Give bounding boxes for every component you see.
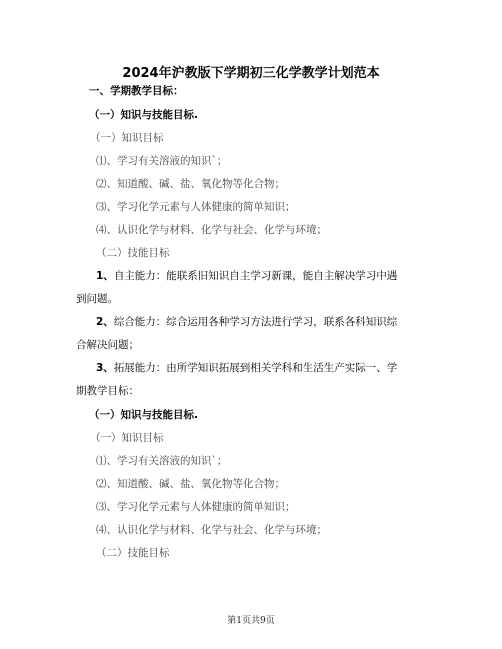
subsection-heading: （一）知识与技能目标. [89, 109, 198, 121]
document-title: 2024年沪教版下学期初三化学教学计划范本 [122, 66, 380, 81]
list-item: ⑵、知道酸、碱、盐、氧化物等化合物； [96, 478, 285, 490]
paragraph-text: 自主能力：能联系旧知识自主学习新课，能自主解决学习中遇 [113, 270, 398, 282]
numbered-paragraph [96, 361, 456, 375]
list-item: ⑶、学习化学元素与人体健康的简单知识； [96, 201, 296, 213]
list-item: ⑵、知道酸、碱、盐、氧化物等化合物； [96, 178, 285, 190]
subsection-heading: （一）知识与技能目标. [89, 409, 198, 421]
paragraph-number: 1、 [96, 270, 114, 282]
section-heading: 一、学期教学目标： [89, 85, 184, 97]
paragraph-continuation: 到问题。 [76, 293, 118, 305]
list-item: ⑷、认识化学与材料、化学与社会、化学与环境； [96, 224, 327, 236]
list-item: ⑴、学习有关溶液的知识`； [96, 155, 228, 167]
paragraph-continuation: 合解决问题； [76, 339, 139, 351]
sub-subsection-heading: （一）知识目标 [90, 132, 164, 144]
list-item: ⑷、认识化学与材料、化学与社会、化学与环境； [96, 524, 327, 536]
paragraph-continuation: 期教学目标： [76, 385, 139, 397]
numbered-paragraph [96, 269, 456, 283]
sub-subsection-heading: （二）技能目标 [96, 547, 170, 559]
paragraph-number: 3、 [96, 362, 114, 374]
sub-subsection-heading: （一）知识目标 [90, 432, 164, 444]
paragraph-text: 拓展能力：由所学知识拓展到相关学科和生活生产实际一、学 [113, 362, 398, 374]
numbered-paragraph [96, 315, 456, 329]
sub-subsection-heading: （二）技能目标 [96, 247, 170, 259]
list-item: ⑴、学习有关溶液的知识`； [96, 455, 228, 467]
list-item: ⑶、学习化学元素与人体健康的简单知识； [96, 501, 296, 513]
paragraph-text: 综合能力：综合运用各种学习方法进行学习，联系各科知识综 [113, 316, 398, 328]
page-footer: 第1页共9页 [227, 616, 275, 626]
paragraph-number: 2、 [96, 316, 114, 328]
